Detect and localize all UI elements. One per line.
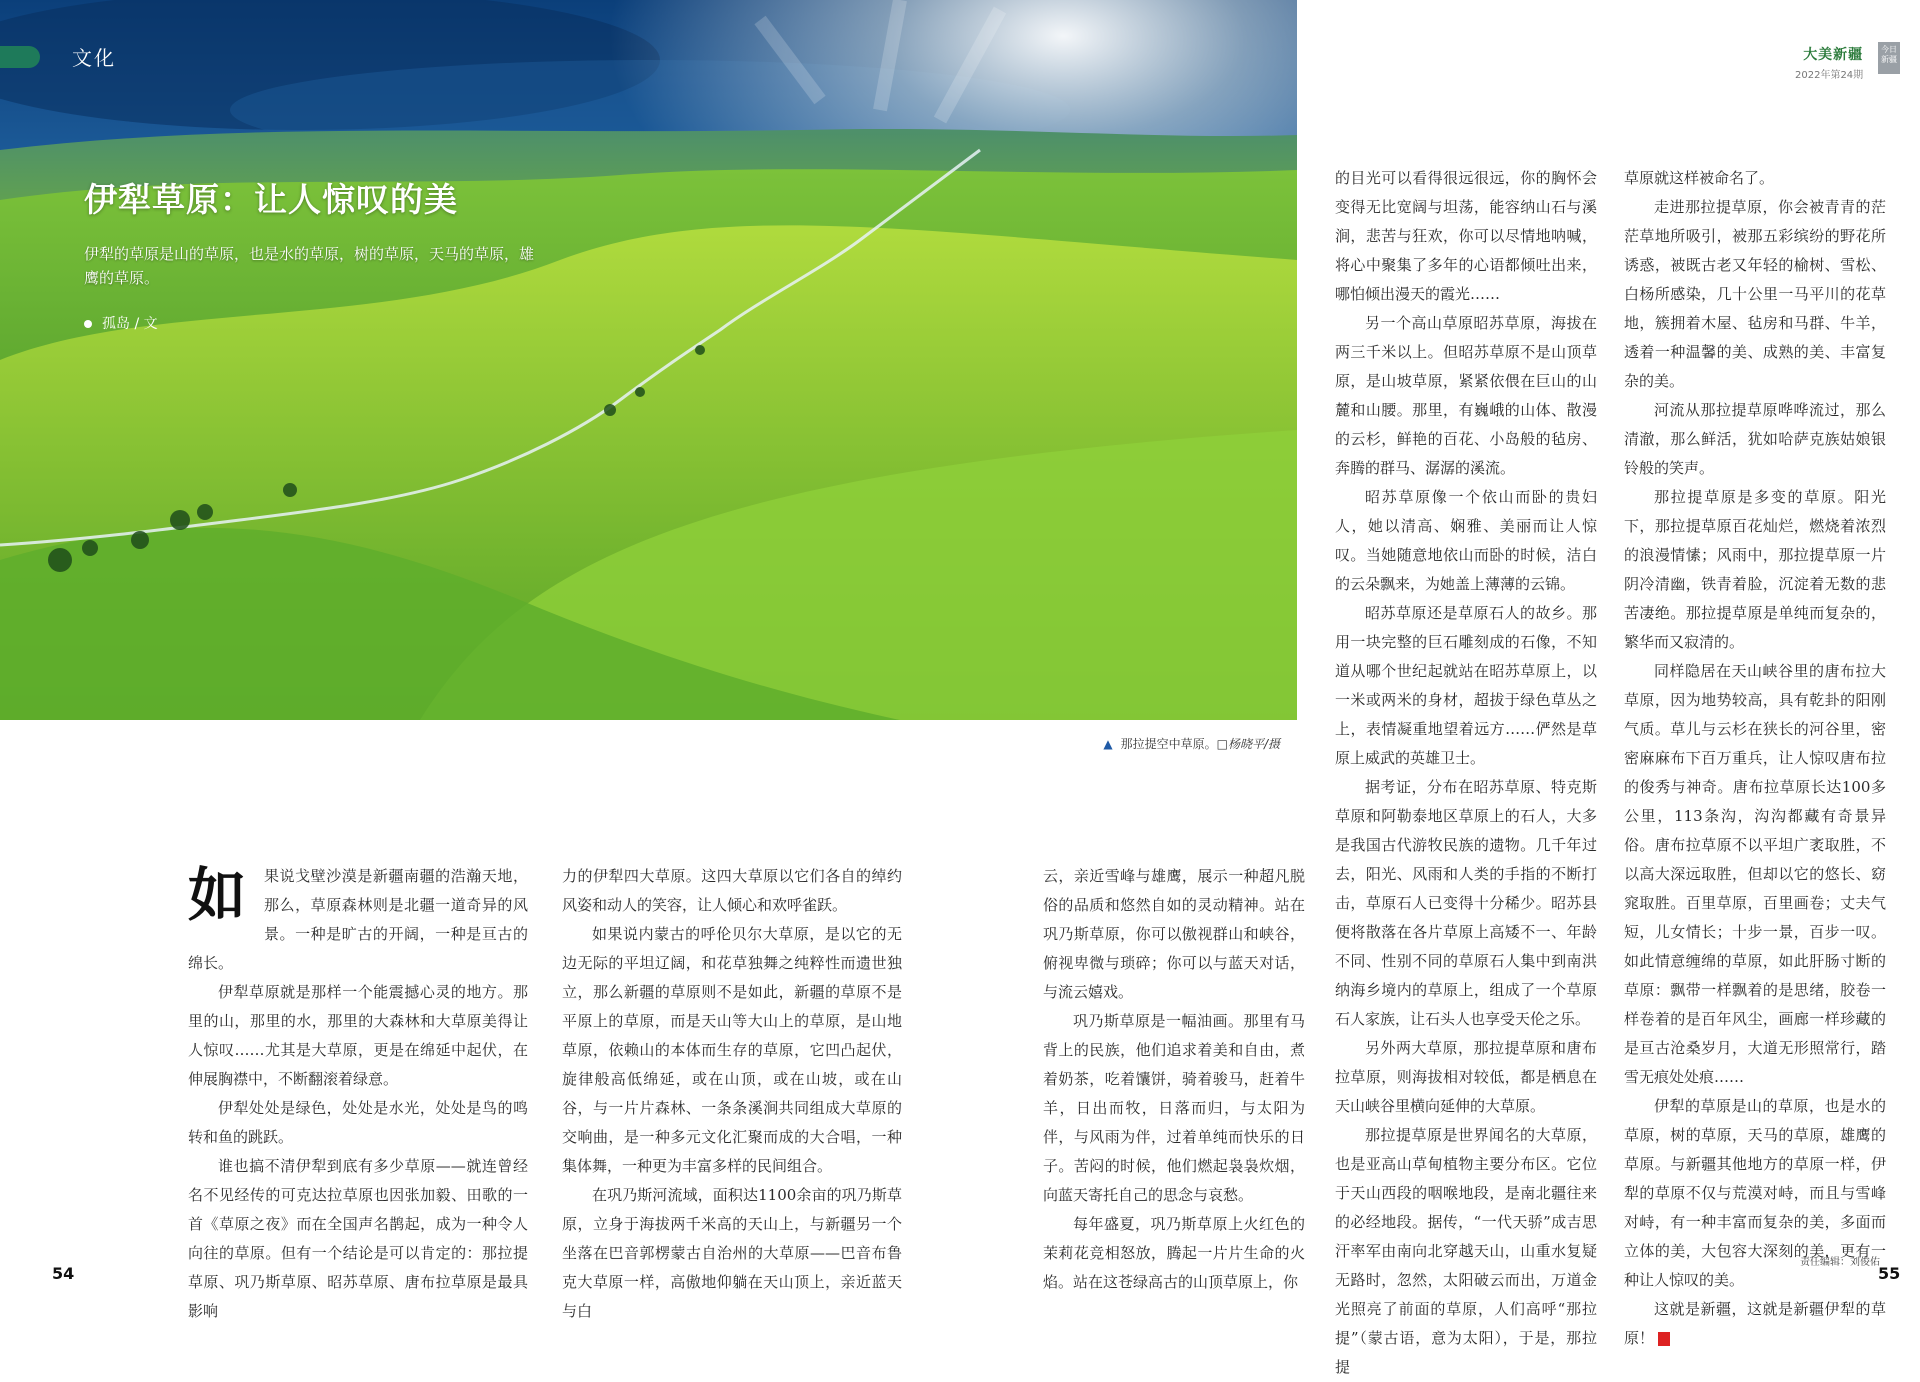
paragraph: 如果说内蒙古的呼伦贝尔大草原，是以它的无边无际的平坦辽阔，和花草独舞之纯粹性而遗世独立，那么新疆的草原则不是如此，新疆的草原不是平原上的草原，而是天山等大山上的草原，是山地草原，依赖山的本体而生存的草原，它凹凸起伏，旋律般高低绵延，或在山顶，或在山坡，或在山谷，与一片片森林、一条条溪涧共同组成大草原的交响曲，是一种多元文化汇聚而成的大合唱，一种集体舞，一种更为丰富多样的民间组合。 — [562, 925, 902, 1175]
end-mark-icon: 丿 — [1658, 1332, 1670, 1346]
article-title: 伊犁草原：让人惊叹的美 — [84, 180, 458, 219]
paragraph: 巩乃斯草原是一幅油画。那里有马背上的民族，他们追求着美和自由，煮着奶茶，吃着馕饼，骑着骏马，赶着牛羊，日出而牧，日落而归，与太阳为伴，与风雨为伴，过着单纯而快乐的日子。苦闷的时候，他们燃起袅袅炊烟，向蓝天寄托自己的思念与哀愁。 — [1043, 1012, 1305, 1204]
column-3 — [1043, 862, 1305, 1297]
masthead-title: 大美新疆 — [1803, 47, 1864, 63]
paragraph: 另一个高山草原昭苏草原，海拔在两三千米以上。但昭苏草原不是山顶草原，是山坡草原，紧紧依偎在巨山的山麓和山腰。那里，有巍峨的山体、散漫的云杉，鲜艳的百花、小岛般的毡房、奔腾的群马、潺潺的溪流。 — [1335, 314, 1597, 477]
masthead — [1795, 44, 1863, 81]
grassland-landscape-image — [0, 0, 1297, 720]
closing-line: 这就是新疆，这就是新疆伊犁的草原！ — [1624, 1300, 1886, 1347]
section-label: 文化 — [72, 46, 116, 70]
author-line — [84, 313, 158, 333]
paragraph: 果说戈壁沙漠是新疆南疆的浩瀚天地，那么，草原森林则是北疆一道奇异的风景。一种是旷古的开阔，一种是亘古的绵长。 — [188, 867, 528, 972]
paragraph: 伊犁草原就是那样一个能震撼心灵的地方。那里的山，那里的水，那里的大森林和大草原美得让人惊叹……尤其是大草原，更是在绵延中起伏，在伸展胸襟中，不断翻滚着绿意。 — [188, 983, 528, 1088]
paragraph: 力的伊犁四大草原。这四大草原以它们各自的绰约风姿和动人的笑容，让人倾心和欢呼雀跃。 — [562, 867, 902, 914]
paragraph: 伊犁的草原是山的草原，也是水的草原，树的草原，天马的草原，雄鹰的草原。与新疆其他地方的草原一样，伊犁的草原不仅与荒漠对峙，而且与雪峰对峙，有一种丰富而复杂的美，多面而立体的美，大包容大深刻的美，更有一种让人惊叹的美。 — [1624, 1097, 1886, 1289]
paragraph: 同样隐居在天山峡谷里的唐布拉大草原，因为地势较高，具有乾卦的阳刚气质。草儿与云杉在狭长的河谷里，密密麻麻布下百万重兵，让人惊叹唐布拉的俊秀与神奇。唐布拉草原长达100多公里，113条沟，沟沟都藏有奇景异俗。唐布拉草原不以平坦广袤取胜，不以高大深远取胜，但却以它的悠长、窈窕取胜。百里草原，百里画卷；丈夫气短，儿女情长；十步一景，百步一叹。如此情意缠绵的草原，如此肝肠寸断的草原：飘带一样飘着的是思绪，胶卷一样卷着的是百年风尘，画廊一样珍藏的是亘古沧桑岁月，大道无形照常行，踏雪无痕处处痕…… — [1624, 662, 1886, 1086]
column-5 — [1624, 164, 1886, 1353]
editor-credit: 责任编辑：刘俊佑 — [1800, 1257, 1880, 1268]
article-subtitle: 伊犁的草原是山的草原，也是水的草原，树的草原，天马的草原，雄鹰的草原。 — [84, 245, 535, 287]
bullet-icon — [84, 320, 92, 328]
column-1 — [188, 862, 528, 1326]
paragraph: 据考证，分布在昭苏草原、特克斯草原和阿勒泰地区草原上的石人，大多是我国古代游牧民族的遗物。几千年过去，阳光、风雨和人类的手指的不断打击，草原石人已变得十分稀少。昭苏县便将散落在各片草原上高矮不一、年龄不同、性别不同的草原石人集中到南洪纳海乡境内的草原上，组成了一个草原石人家族，让石头人也享受天伦之乐。 — [1335, 778, 1597, 1028]
paragraph: 那拉提草原是多变的草原。阳光下，那拉提草原百花灿烂，燃烧着浓烈的浪漫情愫；风雨中，那拉提草原一片阴冷清幽，铁青着脸，沉淀着无数的悲苦凄绝。那拉提草原是单纯而复杂的，繁华而又寂清的。 — [1624, 488, 1886, 651]
paragraph: 每年盛夏，巩乃斯草原上火红色的茉莉花竞相怒放，腾起一片片生命的火焰。站在这苍绿高古的山顶草原上，你 — [1043, 1215, 1305, 1291]
photo-caption — [1103, 735, 1280, 752]
column-2 — [562, 862, 902, 1326]
paragraph: 谁也搞不清伊犁到底有多少草原——就连曾经名不见经传的可克达拉草原也因张加毅、田歌的一首《草原之夜》而在全国声名鹊起，成为一种令人向往的草原。但有一个结论是可以肯定的：那拉提草原、巩乃斯草原、昭苏草原、唐布拉草原是最具影响 — [188, 1157, 528, 1320]
section-tab-marker — [0, 46, 40, 68]
paragraph: 在巩乃斯河流域，面积达1100余亩的巩乃斯草原，立身于海拔两千米高的天山上，与新疆另一个坐落在巴音郭楞蒙古自治州的大草原——巴音布鲁克大草原一样，高傲地仰躺在天山顶上，亲近蓝天与白 — [562, 1186, 902, 1320]
paragraph: 另外两大草原，那拉提草原和唐布拉草原，则海拔相对较低，都是栖息在天山峡谷里横向延伸的大草原。 — [1335, 1039, 1597, 1115]
triangle-up-icon: ▲ — [1103, 737, 1113, 751]
paragraph: 的目光可以看得很远很远，你的胸怀会变得无比宽阔与坦荡，能容纳山石与溪涧，悲苦与狂欢，你可以尽情地呐喊，将心中聚集了多年的心语都倾吐出来，哪怕倾出漫天的霞光…… — [1335, 169, 1597, 303]
magazine-logo: 今日新疆 — [1878, 42, 1900, 74]
author-name: 孤岛 / 文 — [102, 316, 158, 332]
drop-cap: 如 — [188, 861, 247, 929]
paragraph: 昭苏草原还是草原石人的故乡。那用一块完整的巨石雕刻成的石像，不知道从哪个世纪起就站在昭苏草原上，以一米或两米的身材，超拔于绿色草丛之上，表情凝重地望着远方……俨然是草原上威武的英雄卫士。 — [1335, 604, 1597, 767]
paragraph: 昭苏草原像一个依山而卧的贵妇人，她以清高、娴雅、美丽而让人惊叹。当她随意地依山而卧的时候，洁白的云朵飘来，为她盖上薄薄的云锦。 — [1335, 488, 1597, 593]
paragraph: 草原就这样被命名了。 — [1624, 169, 1775, 187]
hero-photo — [0, 0, 1297, 720]
paragraph: 伊犁处处是绿色，处处是水光，处处是鸟的鸣转和鱼的跳跃。 — [188, 1099, 528, 1146]
caption-text: 那拉提空中草原。 — [1120, 737, 1217, 751]
page-number-right: 55 — [1878, 1264, 1901, 1283]
paragraph: 那拉提草原是世界闻名的大草原，也是亚高山草甸植物主要分布区。它位于天山西段的咽喉地段，是南北疆往来的必经地段。据传，“一代天骄”成吉思汗率军由南向北穿越天山，山重水复疑无路时，忽然，太阳破云而出，万道金光照亮了前面的草原，人们高呼“那拉提”（蒙古语，意为太阳），于是，那拉提 — [1335, 1126, 1597, 1376]
paragraph: 河流从那拉提草原哗哗流过，那么清澈，那么鲜活，犹如哈萨克族姑娘银铃般的笑声。 — [1624, 401, 1886, 477]
paragraph: 走进那拉提草原，你会被青青的茫茫草地所吸引，被那五彩缤纷的野花所诱惑，被既古老又年轻的榆树、雪松、白杨所感染，几十公里一马平川的花草地，簇拥着木屋、毡房和马群、牛羊，透着一种温馨的美、成熟的美、丰富复杂的美。 — [1624, 198, 1886, 390]
photo-credit: □杨晓平/摄 — [1216, 737, 1280, 751]
masthead-issue: 2022年第24期 — [1795, 70, 1864, 81]
column-4 — [1335, 164, 1597, 1382]
page-number-left: 54 — [52, 1264, 75, 1283]
paragraph — [1624, 1295, 1886, 1353]
paragraph: 云，亲近雪峰与雄鹰，展示一种超凡脱俗的品质和悠然自如的灵动精神。站在巩乃斯草原，你可以傲视群山和峡谷，俯视卑微与琐碎；你可以与蓝天对话，与流云嬉戏。 — [1043, 867, 1305, 1001]
